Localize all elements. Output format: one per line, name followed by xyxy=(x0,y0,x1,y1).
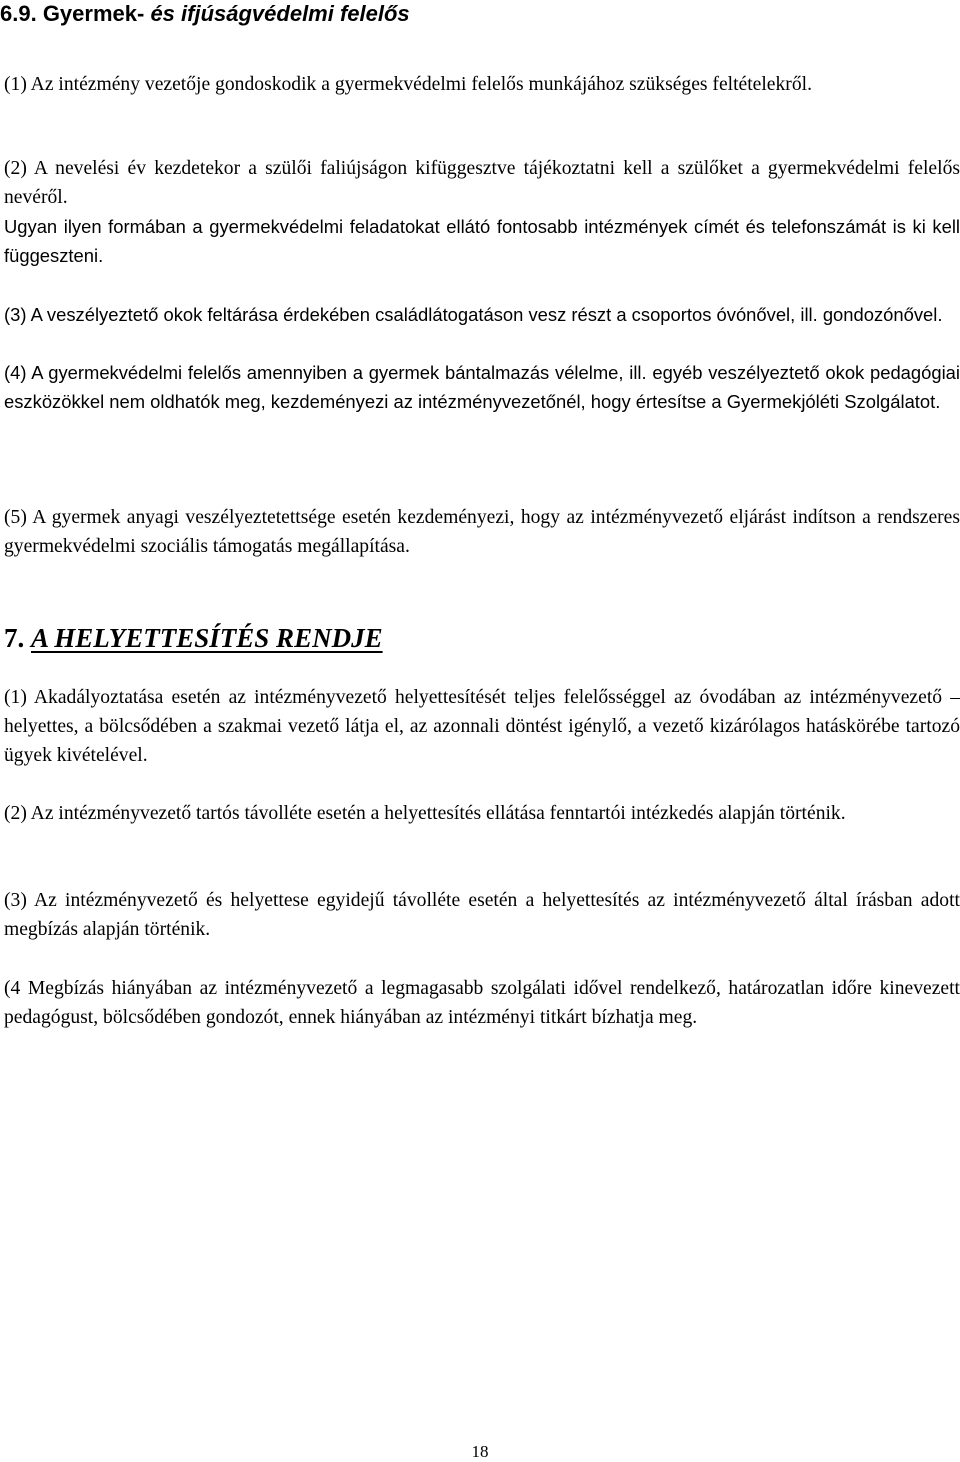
section-title-italic: és ifjúságvédelmi felelős xyxy=(150,1,410,26)
paragraph-6-9-4: (4) A gyermekvédelmi felelős amennyiben a gyermek bántalmazás vélelme, ill. egyéb veszélyeztető okok pedagógiai eszközökkel nem oldhatók meg, kezdeményezi az intézményvezetőnél, hogy értesítse a Gyermekjóléti Szolgálatot. xyxy=(4,362,960,412)
section-number: 7. xyxy=(4,623,31,653)
paragraph-6-9-2: (2) A nevelési év kezdetekor a szülői faliújságon kifüggesztve tájékoztatni kell a szülőket a gyermekvédelmi felelős nevéről. xyxy=(4,158,960,208)
section-title: A HELYETTESÍTÉS RENDJE xyxy=(31,623,383,653)
paragraph-7-2: (2) Az intézményvezető tartós távolléte esetén a helyettesítés ellátása fenntartói intézkedés alapján történik. xyxy=(4,803,846,824)
section-heading-7 xyxy=(4,620,383,656)
section-heading-6-9 xyxy=(0,0,410,28)
paragraph-7-3: (3) Az intézményvezető és helyettese egyidejű távolléte esetén a helyettesítés az intézményvezető által írásban adott megbízás alapján történik. xyxy=(4,890,960,940)
paragraph-7-1: (1) Akadályoztatása esetén az intézményvezető helyettesítését teljes felelősséggel az óvodában az intézményvezető – helyettes, a bölcsődében a szakmai vezető látja el, az azonnali döntést igénylő, a vezető kizárólagos hatáskörébe tartozó ügyek kivételével. xyxy=(4,687,960,766)
section-title-plain: Gyermek- xyxy=(42,1,151,26)
paragraph-7-4: (4 Megbízás hiányában az intézményvezető a legmagasabb szolgálati idővel rendelkező, határozatlan időre kinevezett pedagógust, bölcsődében gondozót, ennek hiányában az intézményi titkárt bízhatja meg. xyxy=(4,978,960,1028)
paragraph-6-9-1: (1) Az intézmény vezetője gondoskodik a gyermekvédelmi felelős munkájához szükséges feltételekről. xyxy=(4,74,812,95)
section-number: 6.9. xyxy=(0,1,43,26)
paragraph-6-9-5: (5) A gyermek anyagi veszélyeztetettsége esetén kezdeményezi, hogy az intézményvezető eljárást indítson a rendszeres gyermekvédelmi szociális támogatás megállapítása. xyxy=(4,507,960,557)
paragraph-6-9-2-continued: Ugyan ilyen formában a gyermekvédelmi feladatokat ellátó fontosabb intézmények címét és telefonszámát is ki kell függeszteni. xyxy=(4,216,960,266)
paragraph-6-9-3: (3) A veszélyeztető okok feltárása érdekében családlátogatáson vesz részt a csoportos óvónővel, ill. gondozónővel. xyxy=(4,304,943,325)
page-number: 18 xyxy=(471,1442,489,1461)
